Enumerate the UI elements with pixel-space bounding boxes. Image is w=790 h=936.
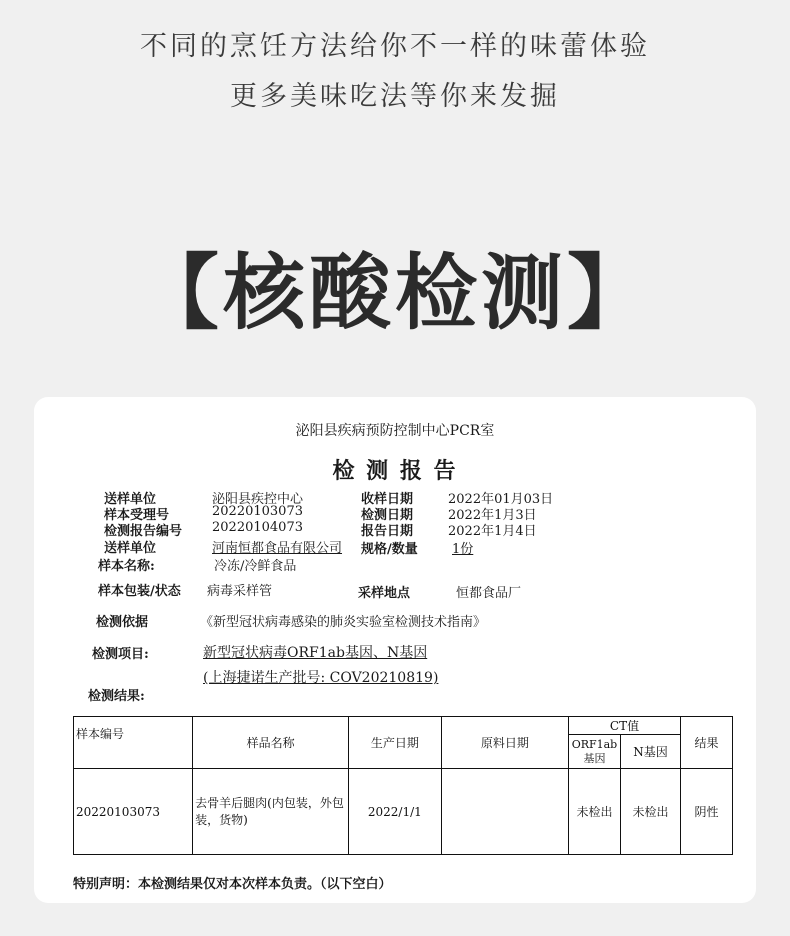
spec-label: 规格/数量	[361, 542, 418, 557]
cell-sample-name: 去骨羊后腿肉(内包装，外包装，货物)	[193, 769, 349, 855]
tagline-1: 不同的烹饪方法给你不一样的味蕾体验	[140, 31, 650, 62]
cell-production-date: 2022/1/1	[348, 769, 441, 855]
tagline-2: 更多美味吃法等你来发掘	[230, 81, 560, 112]
cell-result: 阴性	[681, 769, 733, 855]
results-label: 检测结果:	[88, 689, 145, 704]
sample-name-value: 冷冻/冷鲜食品	[214, 559, 297, 574]
footer-statement: 特别声明：本检测结果仅对本次样本负责。（以下空白）	[73, 877, 392, 892]
items-label: 检测项目:	[92, 647, 149, 662]
sample-name-label: 样本名称:	[98, 559, 155, 574]
receipt-date-value: 2022年01月03日	[448, 492, 554, 507]
location-value: 恒都食品厂	[456, 586, 522, 601]
report-date-value: 2022年1月4日	[448, 524, 537, 539]
table-row	[74, 769, 733, 855]
package-value: 病毒采样管	[207, 584, 273, 599]
sender-label: 送样单位	[104, 492, 157, 507]
package-label: 样本包装/状态	[98, 584, 181, 599]
report-no-value: 20220104073	[212, 520, 303, 535]
location-label: 采样地点	[358, 586, 411, 601]
report-date-label: 报告日期	[361, 524, 414, 539]
results-table	[73, 716, 733, 855]
header-orf1ab: ORF1ab 基因	[568, 735, 620, 769]
header-result: 结果	[681, 717, 733, 769]
header-ct-value: CT值	[568, 717, 680, 735]
items-value: 新型冠状病毒ORF1ab基因、N基因	[203, 645, 428, 661]
header-production-date: 生产日期	[348, 717, 441, 769]
basis-label: 检测依据	[96, 615, 149, 630]
report-org: 泌阳县疾病预防控制中心PCR室	[295, 423, 495, 439]
sender2-value: 河南恒都食品有限公司	[212, 541, 343, 556]
cell-sample-no: 20220103073	[74, 769, 193, 855]
sender-value: 泌阳县疾控中心	[212, 492, 304, 507]
section-title: 【核酸检测】	[136, 246, 653, 341]
sender2-label: 送样单位	[104, 541, 157, 556]
receipt-date-label: 收样日期	[361, 492, 414, 507]
test-date-label: 检测日期	[361, 508, 414, 523]
header-sample-name: 样品名称	[193, 717, 349, 769]
cell-orf1ab: 未检出	[568, 769, 620, 855]
batch-value: (上海捷诺生产批号: COV20210819)	[203, 670, 439, 686]
cell-raw-date	[441, 769, 568, 855]
header-sample-no: 样本编号	[74, 717, 193, 769]
test-date-value: 2022年1月3日	[448, 508, 537, 523]
header-raw-date: 原料日期	[441, 717, 568, 769]
spec-value: 1份	[452, 542, 474, 557]
header-n-gene: N基因	[620, 735, 680, 769]
basis-value: 《新型冠状病毒感染的肺炎实验室检测技术指南》	[200, 615, 487, 630]
report-no-label: 检测报告编号	[104, 524, 183, 539]
report-title: 检 测 报 告	[332, 458, 458, 484]
sample-no-label: 样本受理号	[104, 508, 170, 523]
sample-no-value: 20220103073	[212, 504, 303, 519]
cell-n-gene: 未检出	[620, 769, 680, 855]
